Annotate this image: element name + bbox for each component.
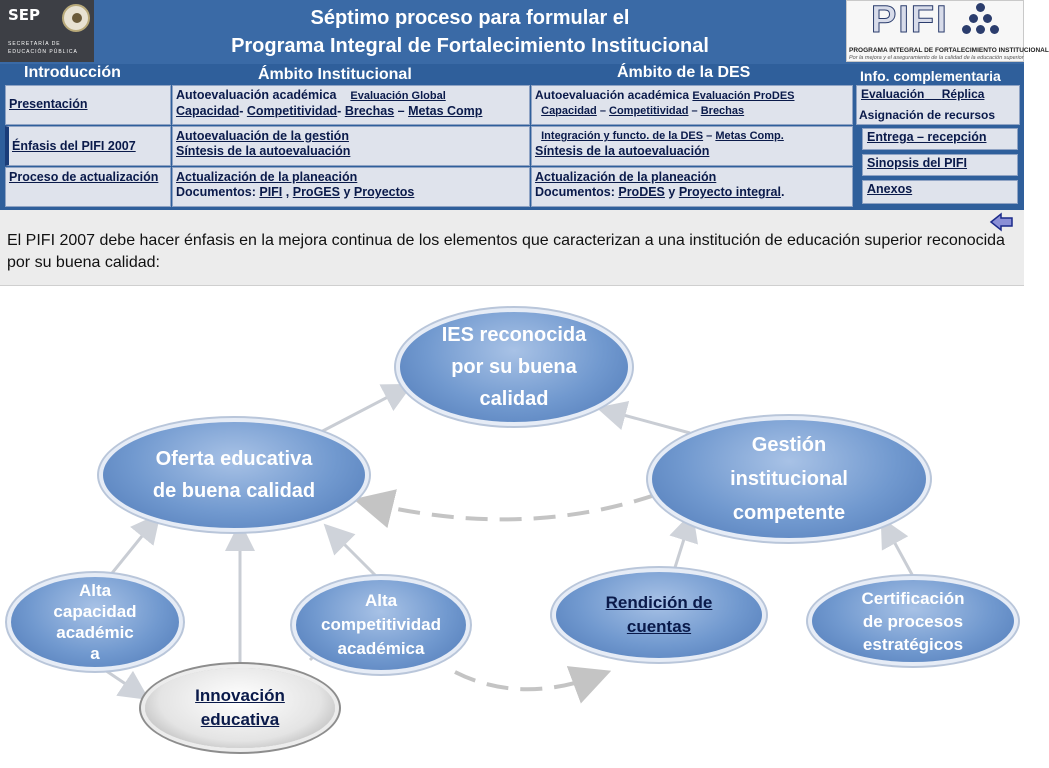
link-des-capacidad[interactable]: Capacidad <box>541 105 597 117</box>
nav-header-ambito-des: Ámbito de la DES <box>617 64 751 81</box>
pifi-logo <box>846 0 1049 62</box>
page-title <box>100 4 840 60</box>
link-proyectos[interactable]: Proyectos <box>353 185 415 199</box>
oval-alta-competitividad: Alta competitividad académica <box>296 580 466 670</box>
back-arrow-icon[interactable] <box>990 212 1014 232</box>
nav-inst-autoeval: Autoevaluación académica Evaluación Global Capacidad- Competitividad- Brechas – Metas Comp <box>172 85 530 125</box>
oval-innovacion-educativa[interactable]: Innovación educativa <box>145 668 335 748</box>
title-line-2: Programa Integral de Fortalecimiento Institucional <box>231 35 709 57</box>
link-integracion-des[interactable]: Integración y functo. de la DES <box>541 130 704 142</box>
sep-logo-word: SEP <box>8 6 41 24</box>
link-evaluacion-prodes[interactable]: Evaluación ProDES <box>692 90 795 102</box>
link-des-brechas[interactable]: Brechas <box>700 105 745 117</box>
nav-panel <box>0 64 1024 210</box>
link-autoeval-gestion[interactable]: Autoevaluación de la gestión <box>176 129 349 143</box>
link-inst-competitividad[interactable]: Competitividad <box>246 104 338 118</box>
link-proyecto-integral[interactable]: Proyecto integral <box>678 185 781 199</box>
nav-presentacion-label: Presentación <box>9 97 88 111</box>
link-evaluacion[interactable]: Evaluación <box>861 87 925 101</box>
link-inst-capacidad[interactable]: Capacidad <box>176 104 240 118</box>
oval-rendicion-cuentas[interactable]: Rendición de cuentas <box>556 572 762 658</box>
link-proges[interactable]: ProGES <box>292 185 340 199</box>
nav-enfasis-label: Énfasis del PIFI 2007 <box>12 139 136 153</box>
dashed-competitividad-to-rendicion <box>455 672 600 689</box>
link-des-sintesis[interactable]: Síntesis de la autoevaluación <box>535 144 710 158</box>
intro-text: El PIFI 2007 debe hacer énfasis en la mejora continua de los elementos que caracterizan a una institución de educación superior reconocida por su buena calidad: <box>7 232 1005 271</box>
nav-inst-planeacion: Actualización de la planeación Documentos: PIFI , ProGES y Proyectos <box>172 167 530 207</box>
arrow-gestion-to-ies <box>605 410 690 433</box>
mexico-seal-icon <box>62 4 90 32</box>
nav-proceso[interactable] <box>5 167 171 207</box>
link-des-metas[interactable]: Metas Comp. <box>715 130 784 142</box>
header-bar <box>0 0 1049 64</box>
pifi-dots-icon <box>961 3 1001 43</box>
link-des-competitividad[interactable]: Competitividad <box>609 105 689 117</box>
link-prodes[interactable]: ProDES <box>618 185 665 199</box>
link-inst-sintesis[interactable]: Síntesis de la autoevaluación <box>176 144 351 158</box>
oval-alta-capacidad: Alta capacidad académic a <box>11 577 179 667</box>
nav-presentacion[interactable] <box>5 85 171 125</box>
link-evaluacion-global[interactable]: Evaluación Global <box>350 90 446 102</box>
link-anexos[interactable]: Anexos <box>862 180 1018 204</box>
oval-certificacion: Certificación de procesos estratégicos <box>812 580 1014 662</box>
nav-des-planeacion: Actualización de la planeación Documentos: ProDES y Proyecto integral. <box>531 167 853 207</box>
pifi-caption: PROGRAMA INTEGRAL DE FORTALECIMIENTO INSTITUCIONAL <box>849 47 1049 54</box>
pifi-logo-word: PIFI <box>871 0 949 41</box>
arrow-competitividad-to-oferta <box>330 530 380 580</box>
link-sinopsis[interactable]: Sinopsis del PIFI <box>862 154 1018 176</box>
link-des-actualizacion[interactable]: Actualización de la planeación <box>535 170 717 184</box>
pifi-tagline: Por la mejora y el aseguramiento de la calidad de la educación superior <box>849 55 1024 61</box>
link-inst-actualizacion[interactable]: Actualización de la planeación <box>176 170 358 184</box>
sep-logo <box>0 0 94 62</box>
link-asignacion[interactable]: Asignación de recursos <box>856 108 1020 125</box>
arrow-oferta-to-ies <box>315 388 405 435</box>
oval-gestion-institucional: Gestión institucional competente <box>652 420 926 538</box>
nav-des-autoeval: Autoevaluación académica Evaluación ProDES Capacidad – Competitividad – Brechas <box>531 85 853 125</box>
nav-header-intro: Introducción <box>24 64 121 81</box>
link-pifi[interactable]: PIFI <box>259 185 283 199</box>
link-inst-brechas[interactable]: Brechas <box>344 104 395 118</box>
link-inst-metas[interactable]: Metas Comp <box>408 104 483 118</box>
oval-oferta-educativa: Oferta educativa de buena calidad <box>103 422 365 528</box>
nav-enfasis[interactable] <box>5 126 171 166</box>
nav-proceso-label: Proceso de actualización <box>9 170 159 184</box>
quality-diagram <box>0 290 1024 768</box>
link-entrega[interactable]: Entrega – recepción <box>862 128 1018 150</box>
nav-des-integracion: Integración y functo. de la DES – Metas Comp. Síntesis de la autoevaluación <box>531 126 853 166</box>
link-replica[interactable]: Réplica <box>941 87 985 101</box>
nav-header-ambito-inst: Ámbito Institucional <box>258 66 412 83</box>
nav-header-info: Info. complementaria <box>860 68 1001 84</box>
sep-logo-sub: SECRETARÍA DE EDUCACIÓN PÚBLICA <box>8 41 78 55</box>
title-line-1: Séptimo proceso para formular el <box>310 7 630 29</box>
intro-panel <box>0 210 1024 286</box>
oval-ies-reconocida: IES reconocida por su buena calidad <box>400 312 628 422</box>
dashed-gestion-to-oferta <box>365 495 655 519</box>
nav-inst-gestion <box>172 126 530 166</box>
arrow-certificacion-to-gestion <box>885 525 915 580</box>
